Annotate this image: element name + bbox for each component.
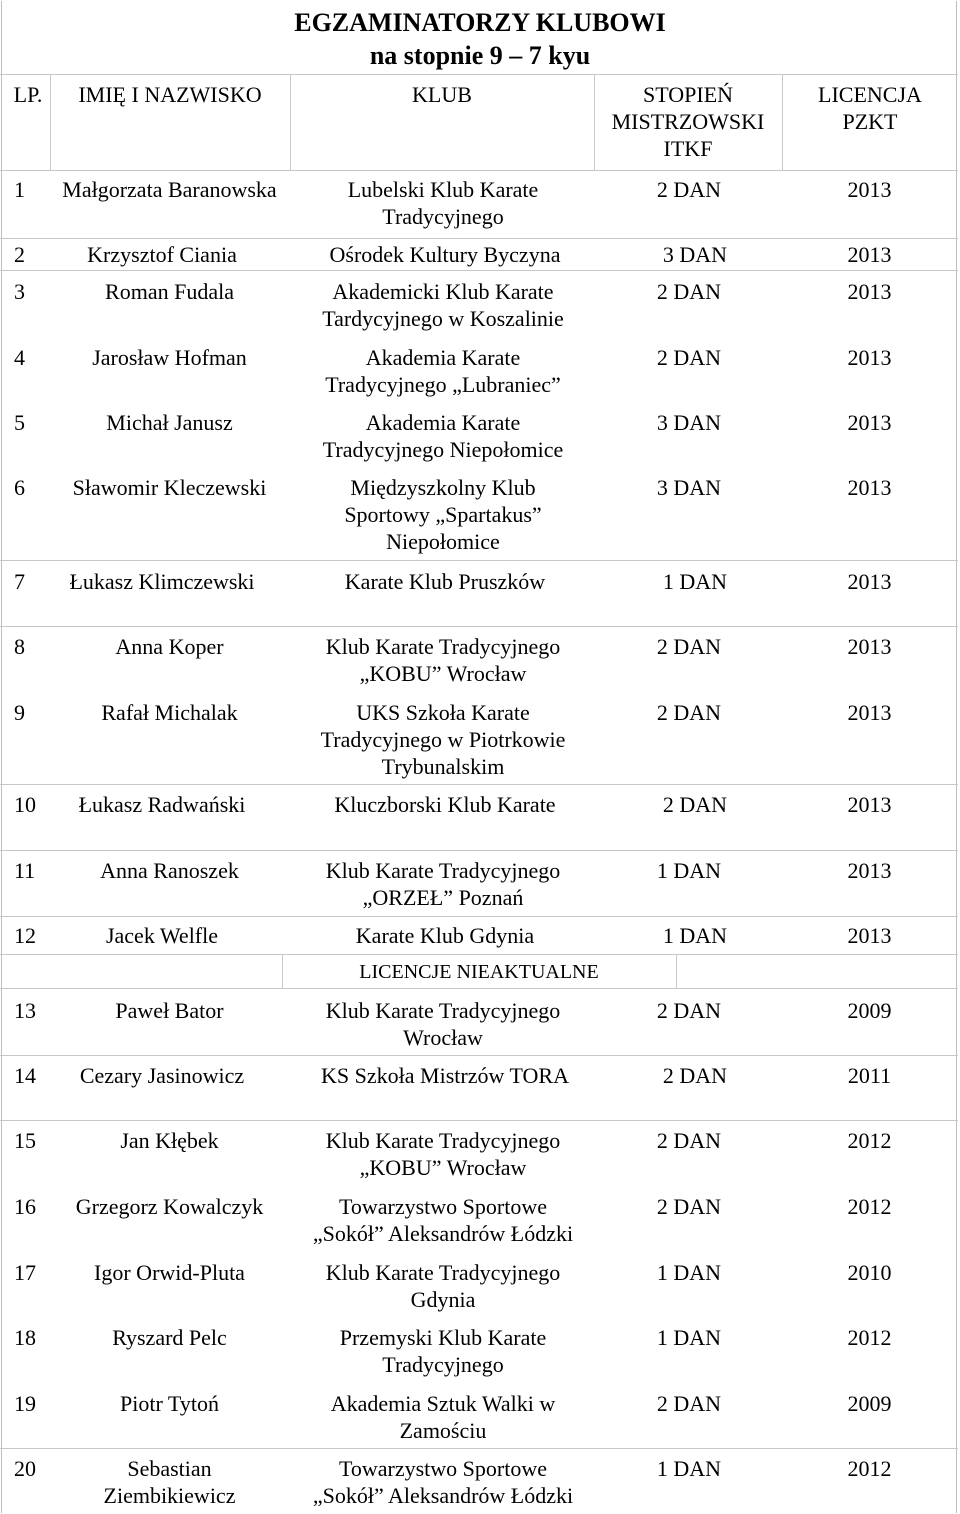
- master-degree: 2 DAN: [656, 634, 722, 659]
- club-name-line: Gdynia: [410, 1287, 476, 1312]
- title-line-2: na stopnie 9 – 7 kyu: [369, 41, 591, 70]
- column-header-name: IMIĘ I NAZWISKO: [78, 82, 262, 107]
- license-year: 2009: [847, 998, 892, 1023]
- license-year: 2013: [847, 177, 892, 202]
- examiner-name: [42, 997, 297, 1024]
- club-name: [297, 176, 589, 230]
- license-year: 2013: [847, 475, 892, 500]
- club-name: [297, 344, 589, 398]
- club-name: [297, 1193, 589, 1247]
- club-name-line: Klub Karate Tradycyjnego: [325, 634, 561, 659]
- degree-line-1: STOPIEŃ: [642, 82, 734, 107]
- license-year: 2009: [847, 1391, 892, 1416]
- row-number: 10: [14, 792, 36, 817]
- examiner-name: [42, 278, 297, 305]
- club-name-line: UKS Szkoła Karate: [356, 700, 530, 725]
- examiner-name: [42, 409, 297, 436]
- master-degree: 3 DAN: [656, 410, 722, 435]
- license-year: 2012: [847, 1128, 892, 1153]
- club-name-line: Ośrodek Kultury Byczyna: [329, 242, 561, 267]
- examiner-name: [42, 1324, 297, 1351]
- club-name: [297, 474, 589, 555]
- club-name-line: Klub Karate Tradycyjnego: [325, 998, 561, 1023]
- section-divider: [676, 954, 677, 988]
- club-name: [297, 1324, 589, 1378]
- license-year: 2011: [847, 1063, 892, 1088]
- row-number: 4: [14, 345, 25, 370]
- club-name-line: Niepołomice: [386, 529, 500, 554]
- header-top-rule: [0, 74, 958, 75]
- row-separator: [0, 238, 958, 239]
- examiner-name: [42, 241, 282, 268]
- license-year: 2013: [847, 858, 892, 883]
- row-separator: [0, 1055, 958, 1056]
- master-degree: 2 DAN: [662, 1063, 728, 1088]
- examiner-name: [42, 1259, 297, 1286]
- row-number: 3: [14, 279, 25, 304]
- examiner-name: [42, 1390, 297, 1417]
- row-separator: [0, 850, 958, 851]
- row-number: 7: [14, 569, 25, 594]
- club-name: [297, 997, 589, 1051]
- master-degree: 2 DAN: [656, 1194, 722, 1219]
- row-separator: [0, 560, 958, 561]
- row-number: 16: [14, 1194, 36, 1219]
- examiner-name-line: Sebastian: [127, 1456, 212, 1481]
- license-year: 2013: [847, 634, 892, 659]
- examiner-name: [42, 857, 297, 884]
- club-name-line: Akademia Karate: [365, 410, 521, 435]
- row-number: 8: [14, 634, 25, 659]
- column-header-lp: LP.: [13, 82, 43, 107]
- examiner-name: [42, 633, 297, 660]
- master-degree: 1 DAN: [656, 1325, 722, 1350]
- license-year: 2013: [847, 242, 892, 267]
- master-degree: 2 DAN: [656, 279, 722, 304]
- master-degree: 2 DAN: [662, 792, 728, 817]
- section-inactive-licenses: LICENCJE NIEAKTUALNE: [359, 961, 599, 983]
- club-name-line: Akademicki Klub Karate: [332, 279, 554, 304]
- examiner-name-line: Małgorzata Baranowska: [62, 177, 277, 202]
- license-year: 2012: [847, 1325, 892, 1350]
- row-separator: [0, 954, 958, 955]
- license-year: 2012: [847, 1194, 892, 1219]
- club-name: [297, 699, 589, 780]
- license-year: 2013: [847, 700, 892, 725]
- examiner-name-line: Ryszard Pelc: [112, 1325, 227, 1350]
- club-name: [297, 1390, 589, 1444]
- degree-line-2: MISTRZOWSKI: [611, 109, 765, 134]
- master-degree: 1 DAN: [656, 858, 722, 883]
- club-name-line: Towarzystwo Sportowe: [338, 1194, 548, 1219]
- club-name-line: KS Szkoła Mistrzów TORA: [321, 1063, 569, 1088]
- master-degree: 1 DAN: [662, 569, 728, 594]
- title-line-1: EGZAMINATORZY KLUBOWI: [294, 8, 666, 37]
- club-name: [297, 1455, 589, 1509]
- club-name-line: „Sokół” Aleksandrów Łódzki: [312, 1483, 574, 1508]
- club-name-line: Karate Klub Pruszków: [344, 569, 546, 594]
- examiner-name-line: Piotr Tytoń: [120, 1391, 219, 1416]
- examiner-name: [42, 474, 297, 501]
- degree-line-3: ITKF: [663, 136, 713, 161]
- page-title: [200, 6, 760, 72]
- row-number: 13: [14, 998, 36, 1023]
- master-degree: 3 DAN: [662, 242, 728, 267]
- license-year: 2013: [847, 792, 892, 817]
- examiner-name: [42, 1062, 282, 1089]
- row-separator: [0, 784, 958, 785]
- club-name-line: Akademia Karate: [365, 345, 521, 370]
- row-separator: [0, 1120, 958, 1121]
- column-header-degree: [594, 81, 782, 162]
- examiner-name-line: Krzysztof Ciania: [87, 242, 237, 267]
- row-number: 14: [14, 1063, 36, 1088]
- club-name-line: Klub Karate Tradycyjnego: [325, 1128, 561, 1153]
- master-degree: 2 DAN: [656, 998, 722, 1023]
- license-year: 2013: [847, 410, 892, 435]
- club-name-line: „ORZEŁ” Poznań: [362, 885, 524, 910]
- examiner-name-line: Łukasz Klimczewski: [69, 569, 255, 594]
- examiner-name-line: Sławomir Kleczewski: [72, 475, 267, 500]
- club-name-line: Wrocław: [403, 1025, 483, 1050]
- row-number: 11: [14, 858, 36, 883]
- master-degree: 1 DAN: [656, 1260, 722, 1285]
- row-separator: [0, 988, 958, 989]
- row-number: 6: [14, 475, 25, 500]
- license-year: 2013: [847, 279, 892, 304]
- club-name-line: Akademia Sztuk Walki w: [330, 1391, 556, 1416]
- examiner-name-line: Łukasz Radwański: [78, 792, 246, 817]
- examiner-name-line: Jan Kłębek: [120, 1128, 219, 1153]
- row-separator: [0, 626, 958, 627]
- club-name-line: Trybunalskim: [381, 754, 505, 779]
- master-degree: 1 DAN: [662, 923, 728, 948]
- club-name: [297, 633, 589, 687]
- club-name-line: Tradycyjnego: [382, 1352, 504, 1377]
- club-name: [297, 1259, 589, 1313]
- club-name: [297, 278, 589, 332]
- club-name: [282, 1062, 608, 1089]
- club-name: [282, 791, 608, 818]
- club-name-line: Karate Klub Gdynia: [355, 923, 535, 948]
- club-name-line: Międzyszkolny Klub: [350, 475, 536, 500]
- row-separator: [0, 270, 958, 271]
- examiner-name-line: Grzegorz Kowalczyk: [75, 1194, 264, 1219]
- club-name-line: Sportowy „Spartakus”: [344, 502, 542, 527]
- license-year: 2010: [847, 1260, 892, 1285]
- row-number: 1: [14, 177, 25, 202]
- club-name: [282, 922, 608, 949]
- examiner-name: [42, 791, 282, 818]
- master-degree: 2 DAN: [656, 1128, 722, 1153]
- master-degree: 2 DAN: [656, 1391, 722, 1416]
- row-number: 15: [14, 1128, 36, 1153]
- license-year: 2013: [847, 345, 892, 370]
- master-degree: 1 DAN: [656, 1456, 722, 1481]
- club-name-line: „KOBU” Wrocław: [359, 1155, 527, 1180]
- club-name-line: Towarzystwo Sportowe: [338, 1456, 548, 1481]
- examiner-name-line: Michał Janusz: [106, 410, 233, 435]
- license-year: 2013: [847, 569, 892, 594]
- license-year: 2013: [847, 923, 892, 948]
- examiner-name: [42, 1193, 297, 1220]
- club-name-line: Klub Karate Tradycyjnego: [325, 1260, 561, 1285]
- examiner-name: [42, 1455, 297, 1509]
- master-degree: 2 DAN: [656, 345, 722, 370]
- club-name-line: „KOBU” Wrocław: [359, 661, 527, 686]
- row-number: 19: [14, 1391, 36, 1416]
- license-line-1: LICENCJA: [818, 82, 922, 107]
- examiner-name-line: Roman Fudala: [105, 279, 234, 304]
- master-degree: 2 DAN: [656, 177, 722, 202]
- examiner-name-line: Anna Koper: [115, 634, 224, 659]
- row-number: 2: [14, 242, 25, 267]
- master-degree: 2 DAN: [656, 700, 722, 725]
- club-name: [282, 568, 608, 595]
- examiner-name-line: Igor Orwid-Pluta: [94, 1260, 245, 1285]
- row-separator: [0, 916, 958, 917]
- row-number: 18: [14, 1325, 36, 1350]
- club-name: [297, 409, 589, 463]
- examiner-name-line: Rafał Michalak: [101, 700, 238, 725]
- club-name-line: Tradycyjnego w Piotrkowie: [320, 727, 566, 752]
- examiner-name-line: Jarosław Hofman: [92, 345, 247, 370]
- row-number: 5: [14, 410, 25, 435]
- examiner-name-line: Ziembikiewicz: [103, 1483, 236, 1508]
- club-name: [282, 241, 608, 268]
- club-name-line: Tardycyjnego w Koszalinie: [322, 306, 564, 331]
- examiner-name-line: Cezary Jasinowicz: [79, 1063, 245, 1088]
- header-bottom-rule: [0, 170, 958, 171]
- row-number: 9: [14, 700, 25, 725]
- club-name-line: Przemyski Klub Karate: [339, 1325, 547, 1350]
- examiner-name-line: Jacek Welfle: [105, 923, 219, 948]
- club-name-line: Tradycyjnego Niepołomice: [322, 437, 564, 462]
- club-name: [297, 1127, 589, 1181]
- examiner-name: [42, 1127, 297, 1154]
- examiner-name-line: Anna Ranoszek: [100, 858, 239, 883]
- master-degree: 3 DAN: [656, 475, 722, 500]
- row-separator: [0, 1448, 958, 1449]
- club-name: [297, 857, 589, 911]
- examiner-name: [42, 568, 282, 595]
- examiner-name-line: Paweł Bator: [115, 998, 224, 1023]
- club-name-line: Klub Karate Tradycyjnego: [325, 858, 561, 883]
- license-year: 2012: [847, 1456, 892, 1481]
- examiner-name: [42, 344, 297, 371]
- examiner-name: [42, 699, 297, 726]
- row-number: 17: [14, 1260, 36, 1285]
- examiner-name: [42, 922, 282, 949]
- club-name-line: Tradycyjnego „Lubraniec”: [325, 372, 561, 397]
- club-name-line: „Sokół” Aleksandrów Łódzki: [312, 1221, 574, 1246]
- row-number: 20: [14, 1456, 36, 1481]
- club-name-line: Lubelski Klub Karate: [347, 177, 539, 202]
- club-name-line: Tradycyjnego: [382, 204, 504, 229]
- club-name-line: Kluczborski Klub Karate: [334, 792, 556, 817]
- row-number: 12: [14, 923, 36, 948]
- column-header-club: KLUB: [412, 82, 472, 107]
- examiner-name: [42, 176, 297, 203]
- column-header-license: [782, 81, 958, 135]
- license-line-2: PZKT: [842, 109, 898, 134]
- club-name-line: Zamościu: [399, 1418, 487, 1443]
